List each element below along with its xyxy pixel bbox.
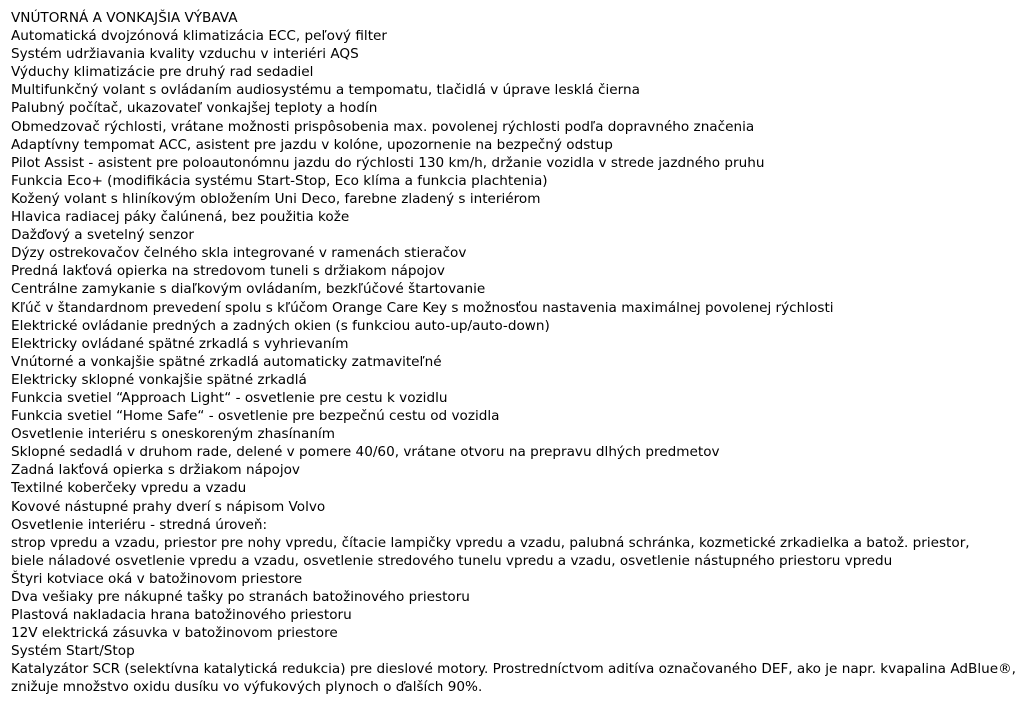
list-item: Hlavica radiacej páky čalúnená, bez použitia kože — [11, 209, 350, 226]
list-item: Elektricky ovládané spätné zrkadlá s vyhrievaním — [11, 335, 349, 352]
list-item: Funkcia svetiel “Home Safe“ - osvetlenie pre bezpečnú cestu od vozidla — [11, 408, 500, 425]
list-item: Plastová nakladacia hrana batožinového priestoru — [11, 607, 352, 624]
list-item-continued: znižuje množstvo oxidu dusíku vo výfukových plynoch o ďalších 90%. — [11, 679, 483, 696]
list-item: Automatická dvojzónová klimatizácia ECC, peľový filter — [11, 28, 387, 45]
list-item: Elektrické ovládanie predných a zadných okien (s funkciou auto-up/auto-down) — [11, 317, 550, 334]
list-item: Predná lakťová opierka na stredovom tuneli s držiakom nápojov — [11, 263, 445, 280]
section-title: VNÚTORNÁ A VONKAJŠIA VÝBAVA — [11, 10, 238, 26]
list-item: Multifunkčný volant s ovládaním audiosystému a tempomatu, tlačidlá v úprave lesklá čierna — [11, 82, 640, 99]
list-item: Elektricky sklopné vonkajšie spätné zrkadlá — [11, 371, 307, 388]
list-item: Kovové nástupné prahy dverí s nápisom Volvo — [11, 498, 326, 515]
list-item: Vnútorné a vonkajšie spätné zrkadlá automaticky zatmaviteľné — [11, 353, 442, 370]
list-item-continued: biele náladové osvetlenie vpredu a vzadu, osvetlenie stredového tunelu vpredu a vzadu, osvetlenie nástupného priestoru vpredu — [11, 552, 893, 569]
list-item: Štyri kotviace oká v batožinovom priestore — [11, 570, 303, 587]
list-item: Palubný počítač, ukazovateľ vonkajšej teploty a hodín — [11, 100, 378, 117]
list-item: Pilot Assist - asistent pre poloautonómnu jazdu do rýchlosti 130 km/h, držanie vozidla v strede jazdného pruhu — [11, 154, 765, 171]
list-item: Dva vešiaky pre nákupné tašky po stranách batožinového priestoru — [11, 589, 470, 605]
list-item: Centrálne zamykanie s diaľkovým ovládaním, bezkľúčové štartovanie — [11, 281, 486, 298]
list-item: Textilné koberčeky vpredu a vzadu — [11, 480, 247, 497]
list-item: Adaptívny tempomat ACC, asistent pre jazdu v kolóne, upozornenie na bezpečný odstup — [11, 136, 613, 153]
list-item: Dažďový a svetelný senzor — [11, 227, 194, 244]
equipment-list-document — [11, 9, 1016, 697]
list-item: Dýzy ostrekovačov čelného skla integrované v ramenách stieračov — [11, 245, 467, 262]
list-item: Obmedzovač rýchlosti, vrátane možnosti prispôsobenia max. povolenej rýchlosti podľa dopravného značenia — [11, 118, 755, 135]
list-item: 12V elektrická zásuvka v batožinovom priestore — [11, 625, 338, 642]
list-item: Kožený volant s hliníkovým obložením Uni Deco, farebne zladený s interiérom — [11, 190, 541, 207]
list-item: Funkcia svetiel “Approach Light“ - osvetlenie pre cestu k vozidlu — [11, 389, 448, 406]
list-item: Kľúč v štandardnom prevedení spolu s kľúčom Orange Care Key s možnosťou nastavenia maximálnej povolenej rýchlosti — [11, 299, 834, 316]
list-item: Systém Start/Stop — [11, 643, 135, 660]
list-item: Osvetlenie interiéru s oneskoreným zhasínaním — [11, 426, 335, 443]
list-item: Výduchy klimatizácie pre druhý rad sedadiel — [11, 64, 314, 81]
list-item: Sklopné sedadlá v druhom rade, delené v pomere 40/60, vrátane otvoru na prepravu dlhých predmetov — [11, 444, 720, 461]
list-item: Katalyzátor SCR (selektívna katalytická redukcia) pre dieslové motory. Prostredníctvom aditíva označovaného DEF, ako je napr. kvapalina AdBlue®, — [11, 661, 1016, 678]
list-item: Funkcia Eco+ (modifikácia systému Start-Stop, Eco klíma a funkcia plachtenia) — [11, 172, 548, 189]
subsection-heading: Osvetlenie interiéru - stredná úroveň: — [11, 516, 268, 533]
list-item: Zadná lakťová opierka s držiakom nápojov — [11, 462, 300, 479]
list-item: Systém udržiavania kvality vzduchu v interiéri AQS — [11, 46, 359, 63]
list-item-continued: strop vpredu a vzadu, priestor pre nohy vpredu, čítacie lampičky vpredu a vzadu, palubná schránka, kozmetické zrkadielka a batož. priestor, — [11, 534, 970, 551]
